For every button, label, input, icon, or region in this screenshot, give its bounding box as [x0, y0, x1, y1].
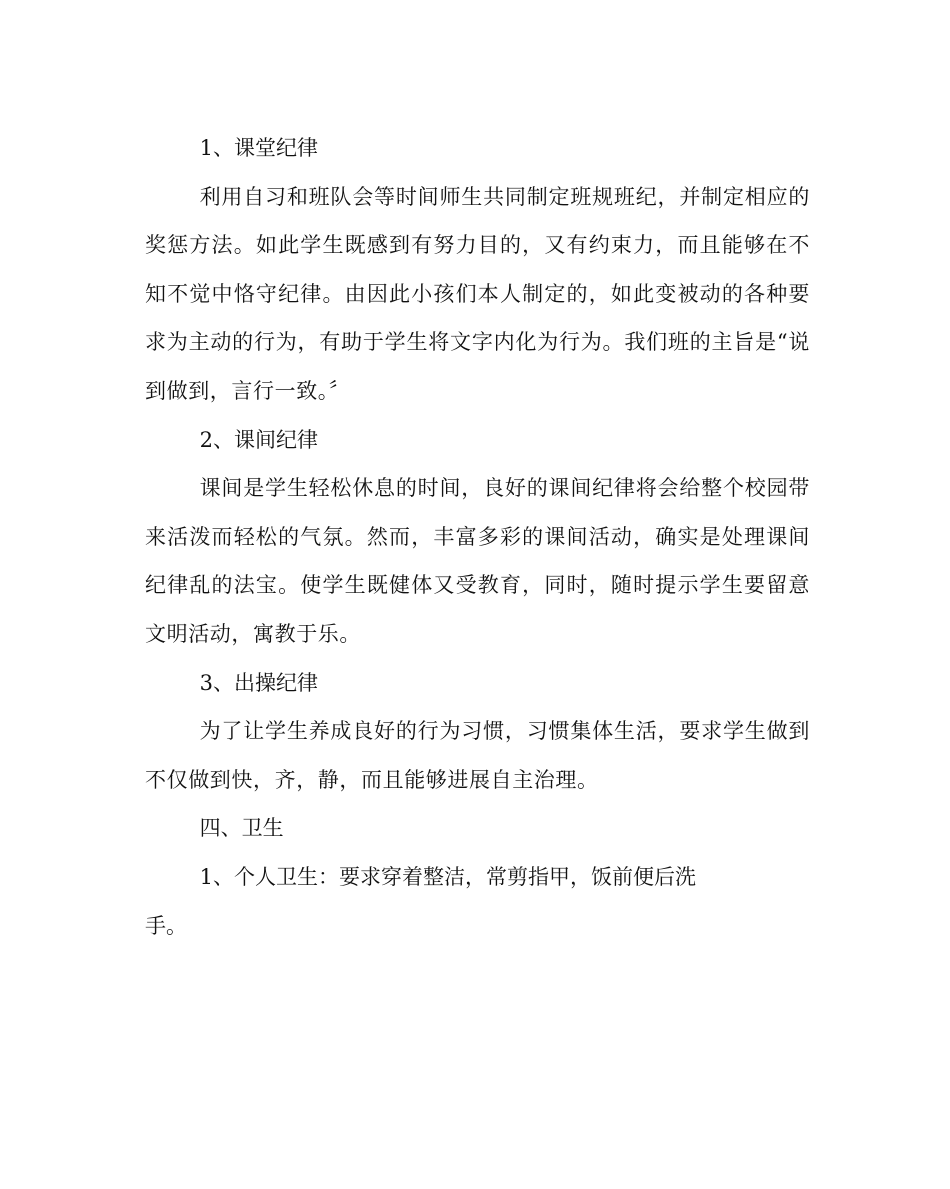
paragraph-personal-hygiene-line-2: 手。: [145, 913, 187, 938]
section-heading-hygiene: 四、卫生: [199, 816, 284, 841]
paragraph-break-discipline: 课间是学生轻松休息的时间，良好的课间纪律将会给整个校园带来活泼而轻松的气氛。然而，丰富多彩的课间活动，确实是处理课间纪律乱的法宝。使学生既健体又受教育，同时，随时提示学生要留意文明活动，寓教于乐。: [145, 476, 810, 646]
paragraph-personal-hygiene-line-1: 1、个人卫生：要求穿着整洁，常剪指甲，饭前便后洗: [199, 864, 696, 889]
paragraph-classroom-discipline: 利用自习和班队会等时间师生共同制定班规班纪，并制定相应的奖惩方法。如此学生既感到有努力目的，又有约束力，而且能够在不知不觉中恪守纪律。由因此小孩们本人制定的，如此变被动的各种要求为主动的行为，有助于学生将文字内化为行为。我们班的主旨是“说到做到，言行一致。〞: [145, 184, 810, 403]
paragraph-exercise-discipline: 为了让学生养成良好的行为习惯，习惯集体生活，要求学生做到不仅做到快，齐，静，而且能够进展自主治理。: [145, 719, 810, 792]
document-body: [145, 124, 810, 950]
section-heading-classroom-discipline: 1、课堂纪律: [199, 136, 318, 160]
section-heading-exercise-discipline: 3、出操纪律: [199, 670, 318, 695]
section-heading-break-discipline: 2、课间纪律: [199, 427, 318, 452]
paragraph-personal-hygiene: [145, 853, 810, 950]
